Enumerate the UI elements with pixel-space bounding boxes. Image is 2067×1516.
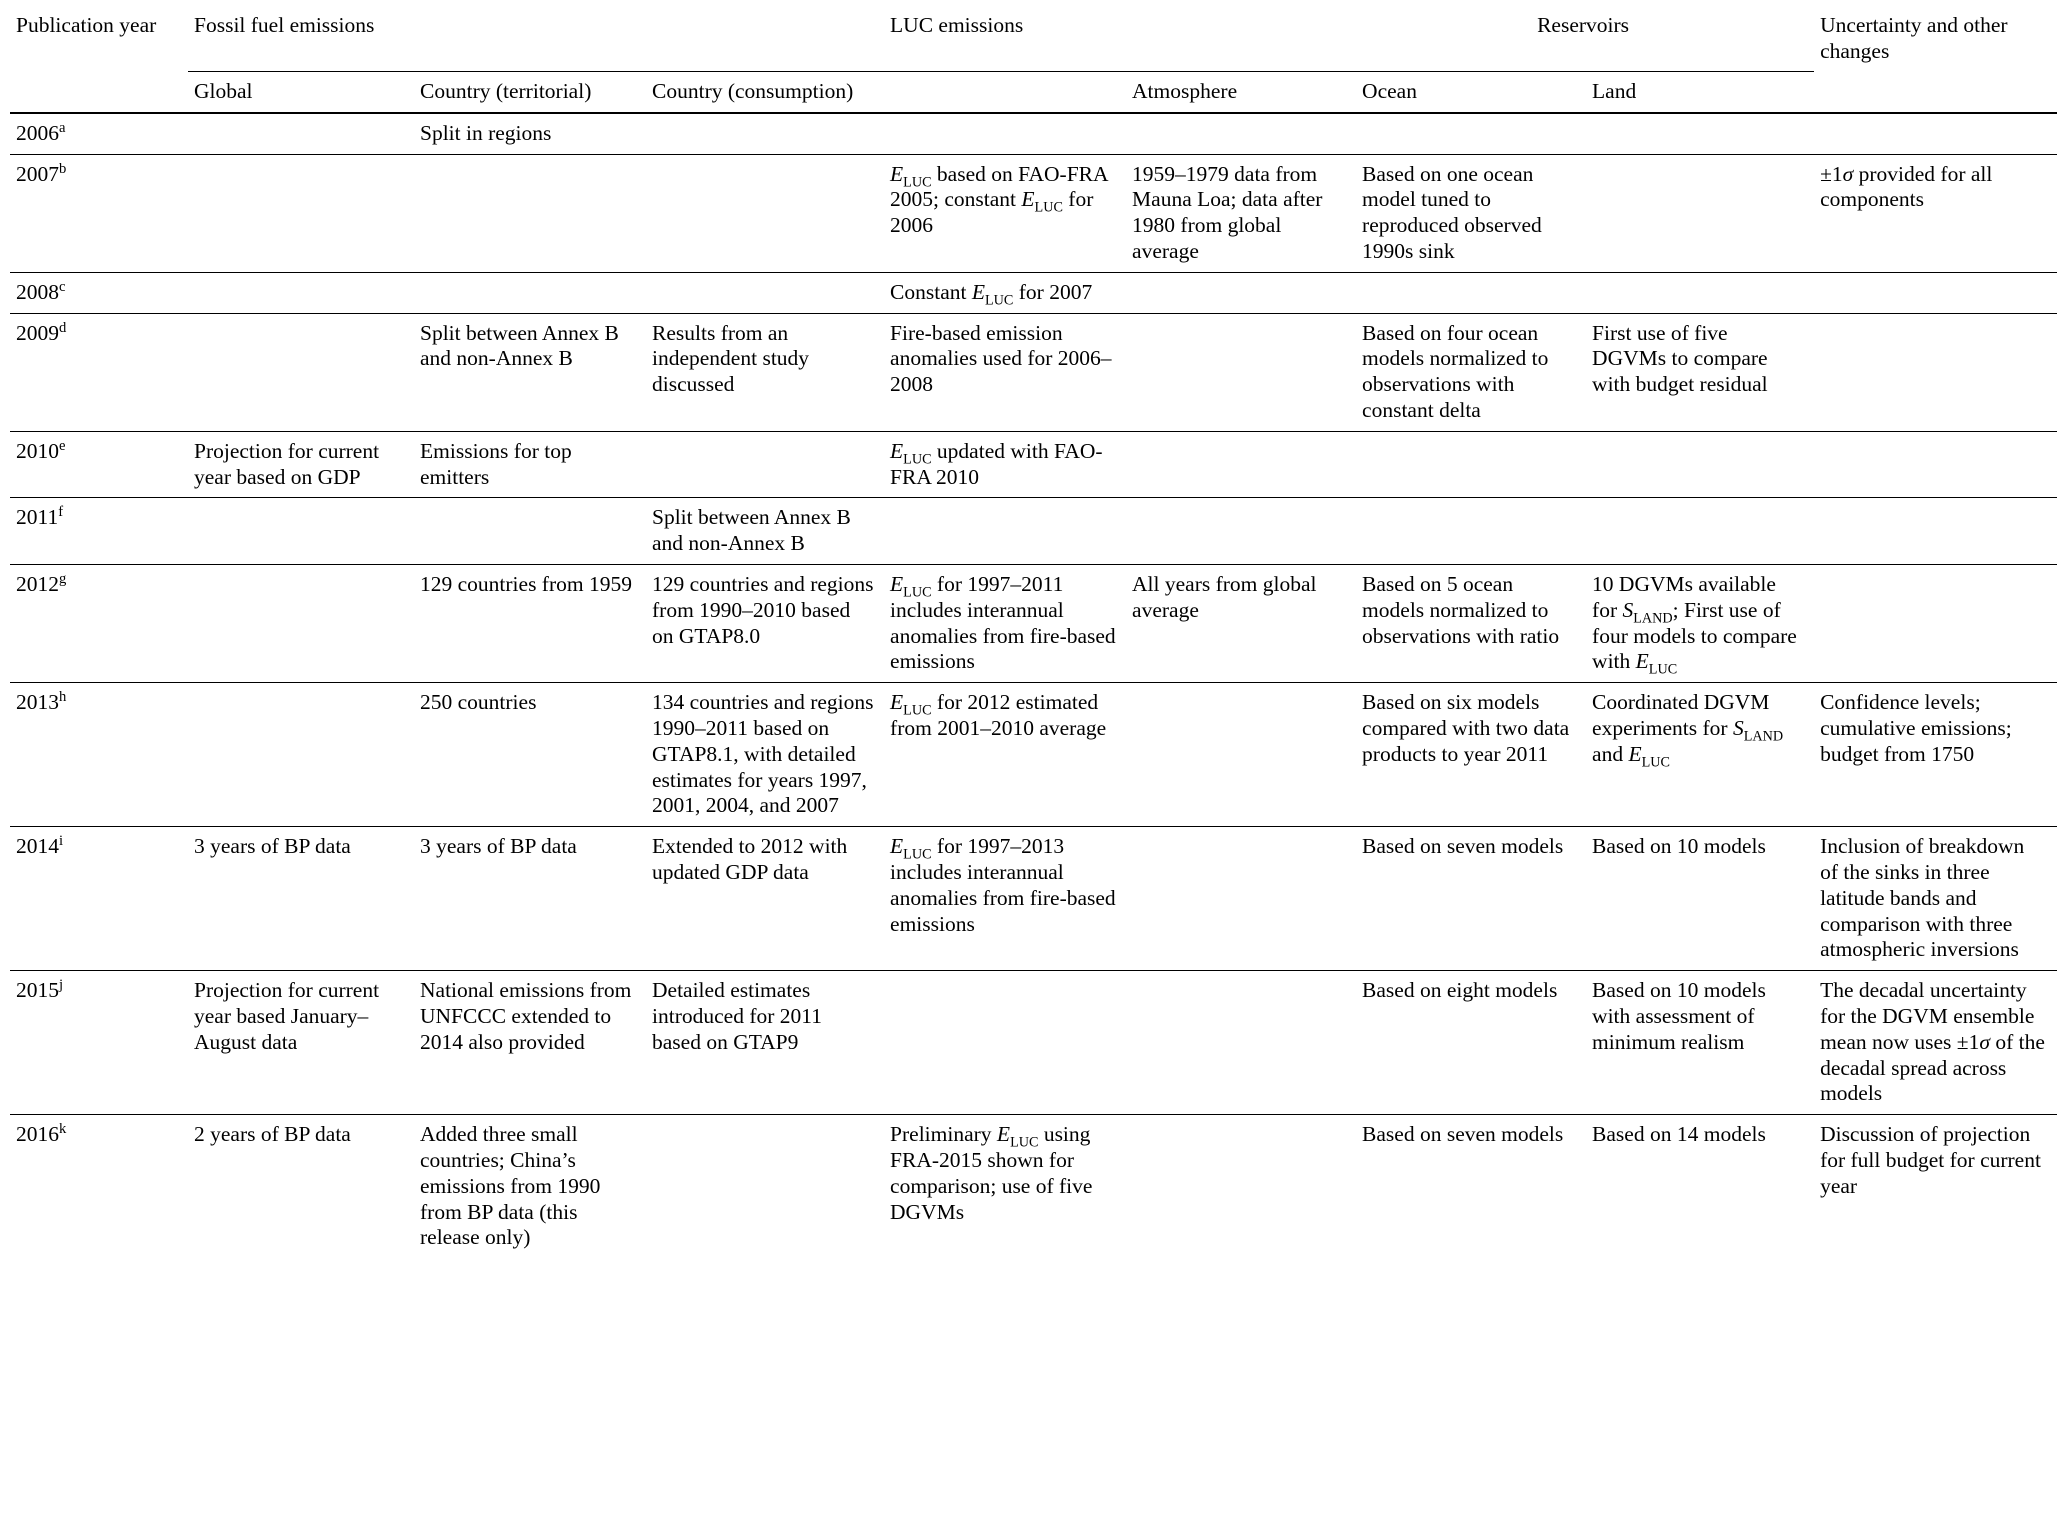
header-sub-country-territorial: Country (territorial) <box>414 72 646 113</box>
cell-ocean: Based on one ocean model tuned to reproduced observed 1990s sink <box>1356 154 1586 272</box>
cell-ocean: Based on four ocean models normalized to observations with constant delta <box>1356 313 1586 431</box>
table-row <box>10 498 2057 565</box>
cell-ocean: Based on 5 ocean models normalized to observations with ratio <box>1356 565 1586 683</box>
cell-country-consumption <box>646 431 884 498</box>
header-sub-land: Land <box>1586 72 1814 113</box>
cell-global: 3 years of BP data <box>188 827 414 971</box>
cell-country-territorial <box>414 154 646 272</box>
table-row <box>10 565 2057 683</box>
cell-country-territorial <box>414 272 646 313</box>
cell-year: 2013$^h$ <box>10 683 188 827</box>
cell-luc: Fire-based emission anomalies used for 2006–2008 <box>884 313 1126 431</box>
cell-atmosphere <box>1126 431 1356 498</box>
table-row <box>10 113 2057 154</box>
cell-atmosphere <box>1126 827 1356 971</box>
cell-land: Coordinated DGVM experiments for $S_{LAND}$ and $E_{LUC}$ <box>1586 683 1814 827</box>
cell-country-consumption: Split between Annex B and non-Annex B <box>646 498 884 565</box>
cell-luc: $E_{LUC}$ updated with FAO-FRA 2010 <box>884 431 1126 498</box>
cell-year: 2010e <box>10 431 188 498</box>
cell-ocean: Based on seven models <box>1356 827 1586 971</box>
table-row <box>10 971 2057 1115</box>
cell-luc: $E_{LUC}$ for 2012 estimated from 2001–2010 average <box>884 683 1126 827</box>
cell-uncertainty <box>1814 498 2057 565</box>
cell-uncertainty <box>1814 272 2057 313</box>
cell-country-territorial: 3 years of BP data <box>414 827 646 971</box>
header-sub-atmosphere: Atmosphere <box>1126 72 1356 113</box>
cell-ocean: Based on seven models <box>1356 1115 1586 1258</box>
header-group-fossil-fuel-emissions: Fossil fuel emissions <box>194 13 375 37</box>
cell-atmosphere <box>1126 498 1356 565</box>
cell-country-consumption: Results from an independent study discussed <box>646 313 884 431</box>
cell-land: Based on 10 models with assessment of minimum realism <box>1586 971 1814 1115</box>
cell-uncertainty: The decadal uncertainty for the DGVM ensemble mean now uses ±1σ of the decadal spread across models <box>1814 971 2057 1115</box>
header-sub-global: Global <box>188 72 414 113</box>
cell-global: Projection for current year based January–August data <box>188 971 414 1115</box>
cell-atmosphere <box>1126 1115 1356 1258</box>
cell-luc <box>884 113 1126 154</box>
table-row <box>10 431 2057 498</box>
cell-country-territorial: Split between Annex B and non-Annex B <box>414 313 646 431</box>
cell-global <box>188 272 414 313</box>
cell-luc: Preliminary $E_{LUC}$ using FRA-2015 shown for comparison; use of five DGVMs <box>884 1115 1126 1258</box>
header-sub-country-consumption: Country (consumption) <box>646 72 884 113</box>
cell-ocean <box>1356 431 1586 498</box>
cell-country-consumption: 129 countries and regions from 1990–2010 based on GTAP8.0 <box>646 565 884 683</box>
cell-ocean <box>1356 272 1586 313</box>
cell-ocean: Based on eight models <box>1356 971 1586 1115</box>
cell-year: 2007$^b$ <box>10 154 188 272</box>
cell-country-territorial: National emissions from UNFCCC extended to 2014 also provided <box>414 971 646 1115</box>
cell-country-consumption <box>646 272 884 313</box>
cell-uncertainty <box>1814 431 2057 498</box>
header-uncertainty: Uncertainty and other changes <box>1820 13 2008 63</box>
header-sub-blank <box>10 72 188 113</box>
cell-country-consumption: Detailed estimates introduced for 2011 based on GTAP9 <box>646 971 884 1115</box>
cell-global: Projection for current year based on GDP <box>188 431 414 498</box>
cell-country-territorial: Emissions for top emitters <box>414 431 646 498</box>
cell-uncertainty: Confidence levels; cumulative emissions; budget from 1750 <box>1814 683 2057 827</box>
cell-global: 2 years of BP data <box>188 1115 414 1258</box>
cell-atmosphere <box>1126 113 1356 154</box>
cell-land <box>1586 272 1814 313</box>
cell-country-consumption <box>646 154 884 272</box>
table-row <box>10 154 2057 272</box>
cell-ocean: Based on six models compared with two data products to year 2011 <box>1356 683 1586 827</box>
cell-luc: $E_{LUC}$ for 1997–2013 includes interannual anomalies from fire-based emissions <box>884 827 1126 971</box>
header-publication-year: Publication year <box>16 13 157 37</box>
cell-atmosphere <box>1126 272 1356 313</box>
carbon-budget-changes-table <box>10 6 2057 1258</box>
header-group-luc-emissions: LUC emissions <box>890 13 1024 37</box>
cell-land <box>1586 498 1814 565</box>
cell-land <box>1586 113 1814 154</box>
cell-year: 2012$^g$ <box>10 565 188 683</box>
cell-luc <box>884 498 1126 565</box>
cell-land <box>1586 431 1814 498</box>
cell-country-territorial: Added three small countries; China’s emissions from 1990 from BP data (this release only) <box>414 1115 646 1258</box>
cell-year: 2008$^c$ <box>10 272 188 313</box>
cell-year: 2011$^f$ <box>10 498 188 565</box>
cell-global <box>188 313 414 431</box>
header-sub-luc-blank <box>884 72 1126 113</box>
table-row <box>10 272 2057 313</box>
cell-global <box>188 154 414 272</box>
cell-atmosphere: 1959–1979 data from Mauna Loa; data after 1980 from global average <box>1126 154 1356 272</box>
cell-land <box>1586 154 1814 272</box>
cell-land: First use of five DGVMs to compare with budget residual <box>1586 313 1814 431</box>
header-group-reservoirs: Reservoirs <box>1537 13 1630 37</box>
table-row <box>10 827 2057 971</box>
cell-luc: $E_{LUC}$ based on FAO-FRA 2005; constant $E_{LUC}$ for 2006 <box>884 154 1126 272</box>
cell-country-consumption: Extended to 2012 with updated GDP data <box>646 827 884 971</box>
header-sub-ocean: Ocean <box>1356 72 1586 113</box>
cell-global <box>188 565 414 683</box>
cell-luc <box>884 971 1126 1115</box>
cell-ocean <box>1356 498 1586 565</box>
header-sub-uncertainty-blank <box>1814 72 2057 113</box>
cell-year: 2006$^a$ <box>10 113 188 154</box>
table-header-sub-row <box>10 72 2057 113</box>
cell-atmosphere <box>1126 313 1356 431</box>
cell-uncertainty: ±1σ provided for all components <box>1814 154 2057 272</box>
cell-country-territorial: Split in regions <box>414 113 646 154</box>
cell-luc: Constant $E_{LUC}$ for 2007 <box>884 272 1126 313</box>
cell-atmosphere: All years from global average <box>1126 565 1356 683</box>
cell-country-territorial <box>414 498 646 565</box>
cell-global <box>188 113 414 154</box>
table-row <box>10 313 2057 431</box>
cell-country-consumption <box>646 1115 884 1258</box>
cell-land: 10 DGVMs available for $S_{LAND}$; First use of four models to compare with $E_{LUC}$ <box>1586 565 1814 683</box>
cell-uncertainty <box>1814 565 2057 683</box>
cell-country-consumption: 134 countries and regions 1990–2011 based on GTAP8.1, with detailed estimates for years 1997, 2001, 2004, and 2007 <box>646 683 884 827</box>
table-header-group-row <box>10 6 2057 72</box>
cell-country-territorial: 129 countries from 1959 <box>414 565 646 683</box>
cell-year: 2014$^i$ <box>10 827 188 971</box>
cell-luc: $E_{LUC}$ for 1997–2011 includes interannual anomalies from fire-based emissions <box>884 565 1126 683</box>
cell-global <box>188 683 414 827</box>
cell-year: 2009$^d$ <box>10 313 188 431</box>
cell-ocean <box>1356 113 1586 154</box>
cell-country-territorial: 250 countries <box>414 683 646 827</box>
cell-atmosphere <box>1126 971 1356 1115</box>
table-row <box>10 683 2057 827</box>
cell-country-consumption <box>646 113 884 154</box>
cell-uncertainty: Inclusion of breakdown of the sinks in three latitude bands and comparison with three atmospheric inversions <box>1814 827 2057 971</box>
cell-atmosphere <box>1126 683 1356 827</box>
cell-global <box>188 498 414 565</box>
cell-year: 2016$^k$ <box>10 1115 188 1258</box>
cell-uncertainty <box>1814 113 2057 154</box>
table-row <box>10 1115 2057 1258</box>
cell-land: Based on 10 models <box>1586 827 1814 971</box>
cell-uncertainty <box>1814 313 2057 431</box>
cell-land: Based on 14 models <box>1586 1115 1814 1258</box>
cell-uncertainty: Discussion of projection for full budget for current year <box>1814 1115 2057 1258</box>
cell-year: 2015$^j$ <box>10 971 188 1115</box>
